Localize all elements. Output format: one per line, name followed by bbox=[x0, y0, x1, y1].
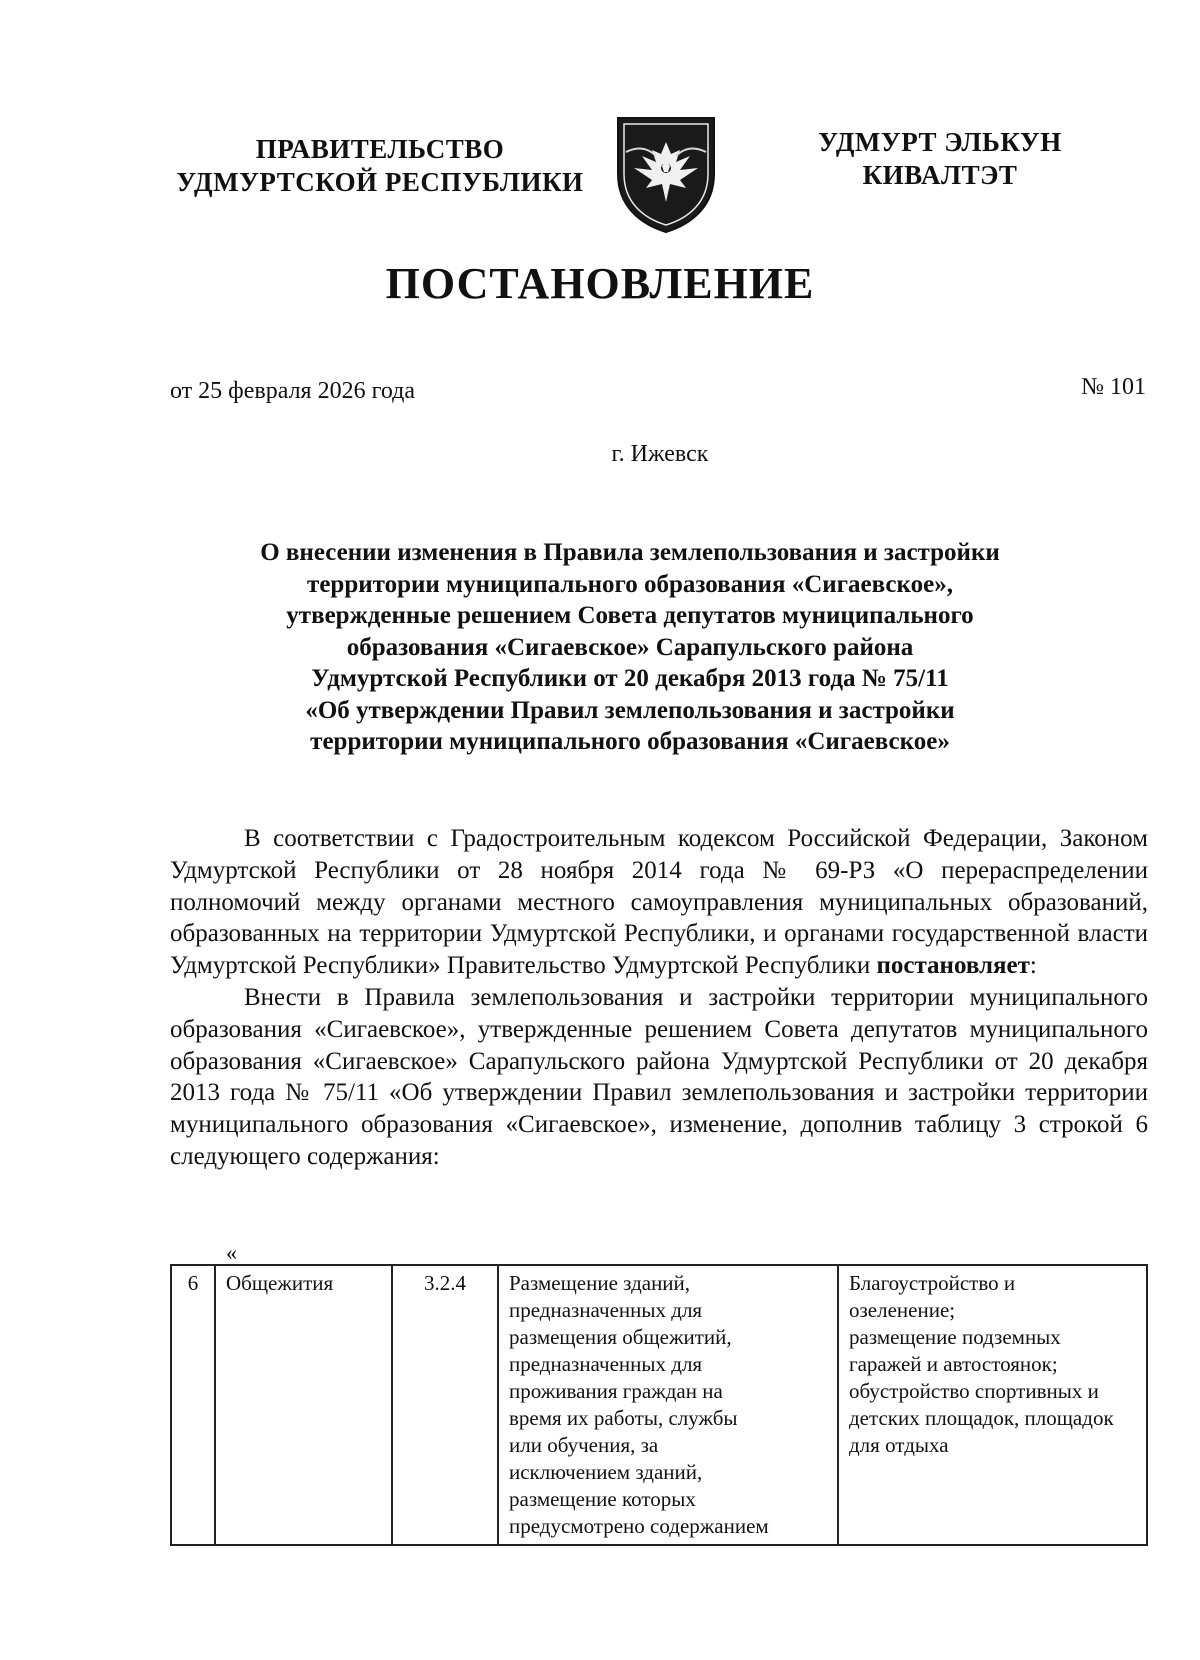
title-line: Удмуртской Республики от 20 декабря 2013 года № 75/11 bbox=[311, 665, 949, 692]
cell-row-number: 6 bbox=[171, 1265, 215, 1545]
description-line: Размещение зданий, bbox=[509, 1271, 691, 1295]
description-line: проживания граждан на bbox=[509, 1379, 723, 1403]
cell-use-description bbox=[498, 1265, 838, 1545]
document-body bbox=[170, 823, 1148, 1173]
description-line: или обучения, за bbox=[509, 1433, 659, 1457]
aux-line: озеленение; bbox=[849, 1298, 956, 1322]
title-line: территории муниципального образования «Сигаевское» bbox=[310, 728, 950, 755]
cell-use-code: 3.2.4 bbox=[392, 1265, 498, 1545]
title-line: территории муниципального образования «Сигаевское», bbox=[307, 570, 953, 598]
quote-open-mark: « bbox=[226, 1240, 237, 1265]
paragraph-text: В соответствии с Градостроительным кодексом Российской Федерации, Законом Удмуртской Республики от 28 ноября 2014 года № 69-РЗ «О перераспределении полномочий между органами местного самоуправления муниципальных образований, образованных на территории Удмуртской Республики, и органами государственной власти Удмуртской Республики» Правительство Удмуртской Республики bbox=[170, 825, 1148, 980]
coat-of-arms-icon bbox=[612, 112, 720, 236]
body-paragraph-1 bbox=[170, 823, 1148, 982]
paragraph-punct: : bbox=[1029, 952, 1037, 980]
description-line: исключением зданий, bbox=[509, 1460, 703, 1484]
inserted-table bbox=[170, 1264, 1148, 1546]
description-line: размещение которых bbox=[509, 1487, 696, 1511]
aux-line: Благоустройство и bbox=[849, 1271, 1016, 1295]
title-line: утвержденные решением Совета депутатов муниципального bbox=[286, 602, 974, 629]
left-org-line: УДМУРТСКОЙ РЕСПУБЛИКИ bbox=[176, 167, 584, 197]
aux-line: детских площадок, площадок bbox=[849, 1406, 1114, 1430]
aux-line: гаражей и автостоянок; bbox=[849, 1352, 1058, 1376]
document-city: г. Ижевск bbox=[611, 441, 709, 467]
document-date: от 25 февраля 2026 года bbox=[170, 378, 416, 404]
aux-line: обустройство спортивных и bbox=[849, 1379, 1099, 1403]
cell-use-name: Общежития bbox=[215, 1265, 392, 1545]
cell-auxiliary-uses bbox=[838, 1265, 1147, 1545]
title-line: О внесении изменения в Правила землепользования и застройки bbox=[260, 539, 1000, 566]
right-org-line: КИВАЛТЭТ bbox=[862, 160, 1018, 190]
document-number: № 101 bbox=[1081, 374, 1146, 400]
description-line: предусмотрено содержанием bbox=[509, 1514, 769, 1538]
description-line: размещения общежитий, bbox=[509, 1325, 732, 1349]
document-type-heading: ПОСТАНОВЛЕНИЕ bbox=[385, 259, 815, 308]
aux-line: для отдыха bbox=[849, 1433, 949, 1457]
document-title bbox=[200, 537, 1060, 758]
aux-line: размещение подземных bbox=[849, 1325, 1061, 1349]
title-line: образования «Сигаевское» Сарапульского района bbox=[346, 633, 914, 661]
left-org-name bbox=[160, 133, 600, 199]
right-org-name bbox=[800, 126, 1080, 192]
left-org-line: ПРАВИТЕЛЬСТВО bbox=[255, 134, 505, 164]
description-line: предназначенных для bbox=[509, 1298, 703, 1322]
title-line: «Об утверждении Правил землепользования и застройки bbox=[305, 696, 955, 724]
right-org-line: УДМУРТ ЭЛЬКУН bbox=[818, 127, 1062, 157]
description-line: время их работы, службы bbox=[509, 1406, 738, 1430]
body-paragraph-2: Внести в Правила землепользования и застройки территории муниципального образования «Сигаевское», утвержденные решением Совета депутатов муниципального образования «Сигаевское» Сарапульского района Удмуртской Республики от 20 декабря 2013 года № 75/11 «Об утверждении Правил землепользования и застройки территории муниципального образования «Сигаевское», изменение, дополнив таблицу 3 строкой 6 следующего содержания: bbox=[170, 983, 1148, 1170]
description-line: предназначенных для bbox=[509, 1352, 703, 1376]
resolves-keyword: постановляет bbox=[876, 952, 1030, 980]
table-row bbox=[171, 1265, 1147, 1545]
